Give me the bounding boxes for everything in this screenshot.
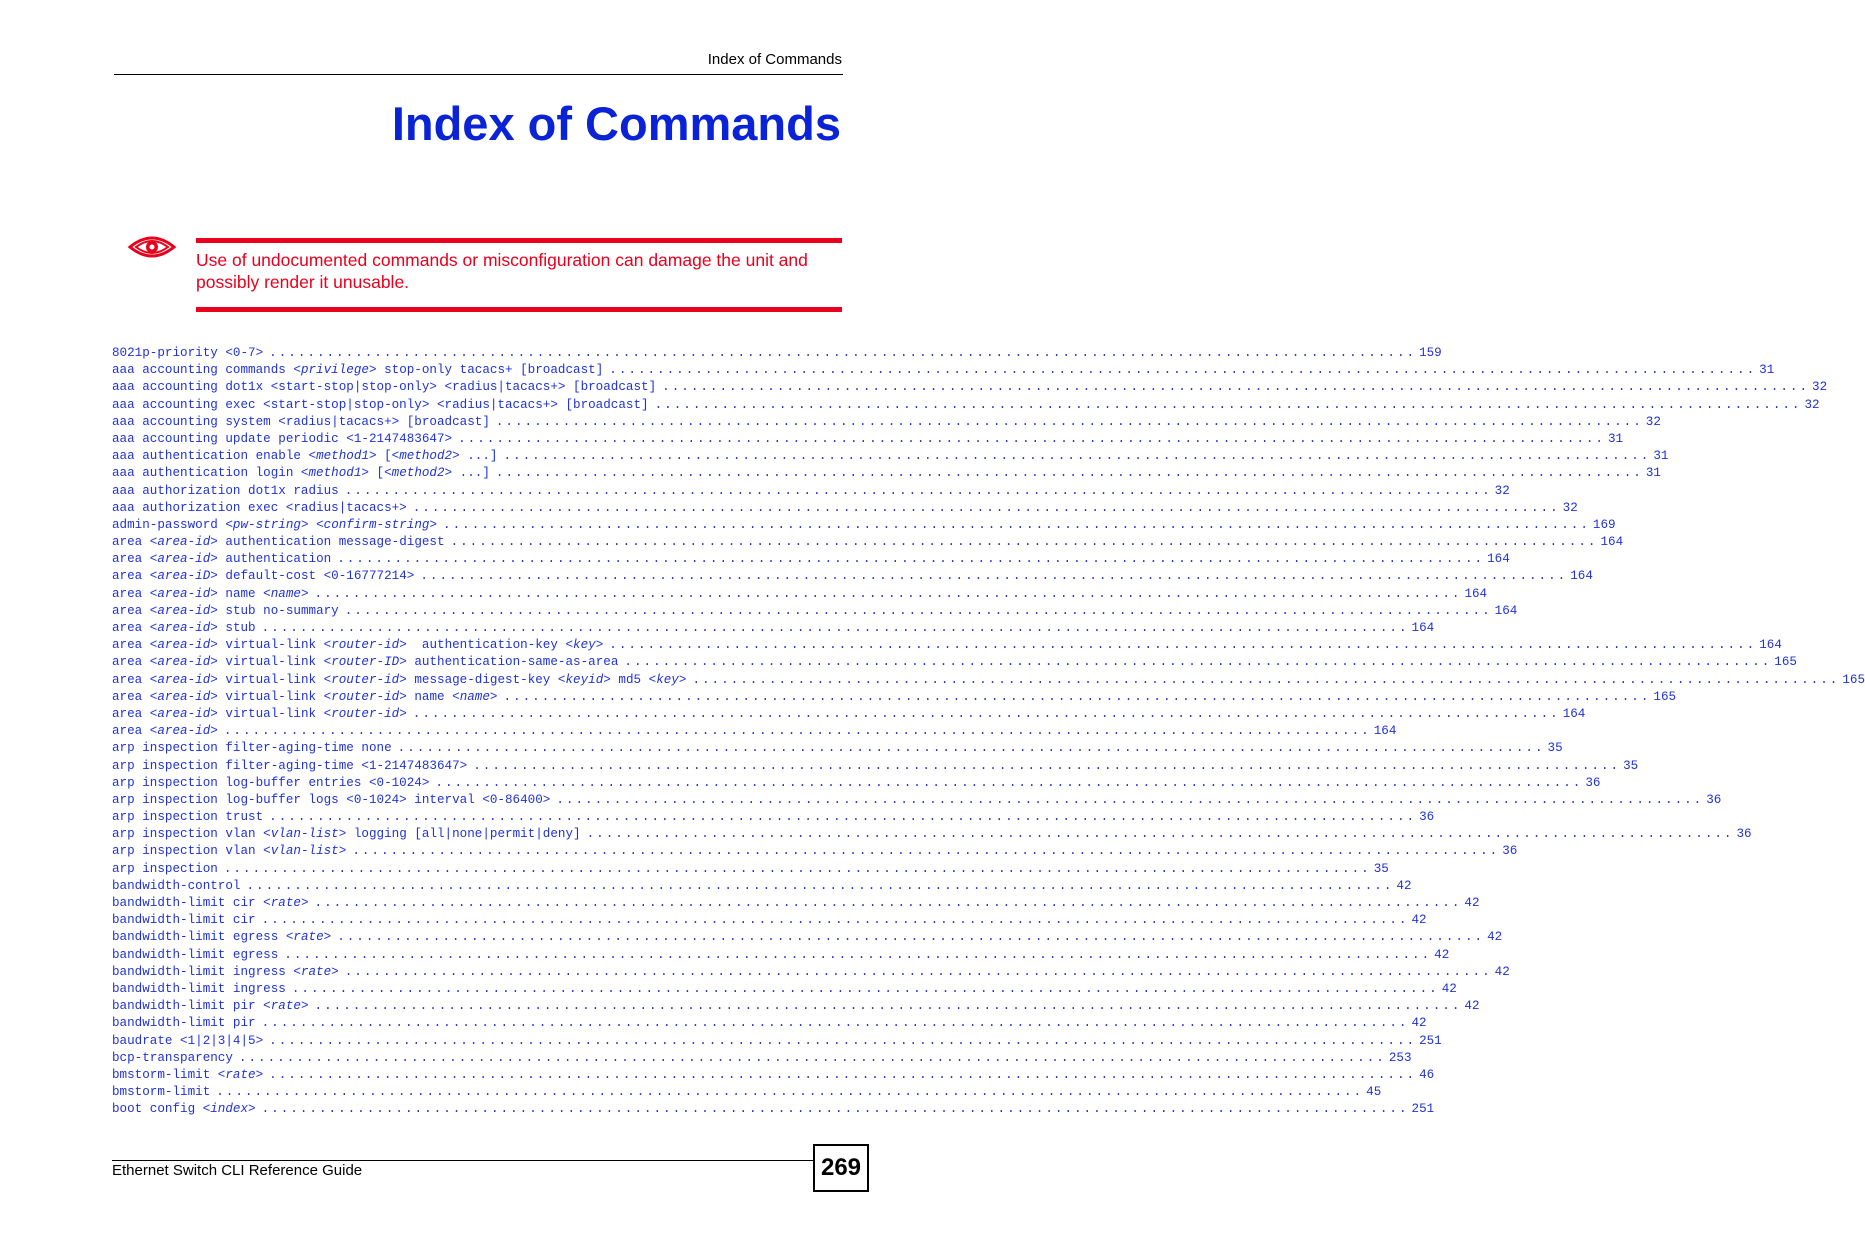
page-reference: 46 [1419, 1067, 1435, 1082]
index-entry [112, 397, 1820, 414]
index-entry [112, 1067, 1435, 1084]
header-rule [114, 74, 843, 75]
dot-leader: ........................................................................................................................ [412, 706, 1560, 721]
page-reference: 31 [1645, 466, 1661, 481]
page-reference: 42 [1396, 878, 1412, 893]
index-entry [112, 706, 1586, 723]
dot-leader: ........................................................................................................................ [420, 569, 1568, 584]
command-text: aaa accounting system <radius|tacacs+> [broadcast] [112, 414, 490, 429]
page-reference: 31 [1608, 431, 1624, 446]
index-entry [112, 775, 1601, 792]
command-text: aaa authorization dot1x radius [112, 483, 339, 498]
dot-leader: ........................................................................................................................ [556, 792, 1704, 807]
command-text: area <area-id> authentication [112, 552, 332, 567]
command-text: arp inspection log-buffer logs <0-1024> interval <0-86400> [112, 792, 551, 807]
dot-leader: ........................................................................................................................ [344, 483, 1492, 498]
index-entry [112, 792, 1722, 809]
command-text: arp inspection [112, 861, 218, 876]
dot-leader: ........................................................................................................................ [261, 913, 1409, 928]
command-text: bcp-transparency [112, 1050, 233, 1065]
command-text: area <area-id> authentication message-digest [112, 535, 445, 550]
command-index-list [112, 345, 1865, 1118]
command-text: area <area-id> stub [112, 621, 256, 635]
warning-text: Use of undocumented commands or misconfiguration can damage the unit and possibly render it unusable. [196, 250, 808, 292]
command-text: bandwidth-limit egress <rate> [112, 930, 332, 945]
page-reference: 164 [1411, 621, 1435, 635]
dot-leader: ........................................................................................................................ [284, 947, 1432, 962]
page-reference: 31 [1653, 449, 1669, 464]
index-entry [112, 947, 1450, 964]
dot-leader: ........................................................................................................................ [344, 964, 1492, 979]
command-text: area <area-id> [112, 724, 218, 739]
page-reference: 32 [1804, 397, 1820, 412]
command-text: bandwidth-limit cir <rate> [112, 896, 309, 910]
dot-leader: ........................................................................................................................ [624, 655, 1772, 670]
index-entry [112, 672, 1865, 689]
index-entry [112, 517, 1616, 534]
page-reference: 42 [1494, 964, 1510, 979]
page-reference: 45 [1366, 1085, 1382, 1100]
page-reference: 36 [1419, 810, 1435, 825]
index-entry [112, 345, 1442, 362]
page-reference: 32 [1494, 483, 1510, 498]
command-text: area <area-id> virtual-link <router-id> [112, 706, 407, 721]
warning-top-rule [196, 238, 842, 243]
page-reference: 251 [1419, 1033, 1442, 1048]
command-text: bandwidth-limit cir [112, 913, 256, 928]
dot-leader: ........................................................................................................................ [246, 878, 1394, 893]
command-text: aaa authentication login <method1> [<method2> ...] [112, 466, 490, 481]
page-reference: 164 [1600, 535, 1624, 550]
index-entry [112, 981, 1457, 998]
index-entry [112, 1101, 1435, 1118]
index-entry [112, 500, 1578, 517]
command-text: arp inspection log-buffer entries <0-1024> [112, 775, 430, 790]
command-text: baudrate <1|2|3|4|5> [112, 1033, 264, 1048]
page-number-box: 269 [813, 1144, 869, 1192]
command-text: arp inspection filter-aging-time <1-2147483647> [112, 758, 468, 773]
dot-leader: ........................................................................................................................ [443, 517, 1590, 532]
dot-leader: ........................................................................................................................ [352, 844, 1500, 859]
command-text: bandwidth-limit egress [112, 947, 279, 962]
command-text: area <area-id> virtual-link <router-id> name <name> [112, 689, 498, 704]
page-reference: 165 [1774, 655, 1797, 670]
index-entry [112, 689, 1677, 706]
index-entry [112, 603, 1518, 620]
dot-leader: ........................................................................................................................ [473, 758, 1621, 773]
page-reference: 35 [1547, 741, 1563, 756]
index-entry [112, 637, 1782, 654]
command-text: area <area-iD> default-cost <0-16777214> [112, 569, 415, 584]
dot-leader: ........................................................................................................................ [344, 603, 1492, 618]
index-entry [112, 534, 1624, 551]
index-entry [112, 551, 1510, 568]
command-text: aaa accounting commands <privilege> stop-only tacacs+ [broadcast] [112, 363, 604, 378]
page-reference: 32 [1645, 414, 1661, 429]
command-text: bmstorm-limit [112, 1085, 211, 1100]
page-reference: 159 [1419, 346, 1442, 360]
page-reference: 164 [1570, 569, 1593, 584]
index-entry [112, 843, 1518, 860]
index-entry [112, 826, 1752, 843]
command-text: area <area-id> stub no-summary [112, 603, 339, 618]
command-text: area <area-id> name <name> [112, 586, 309, 601]
command-text: area <area-id> virtual-link <router-id> message-digest-key <keyid> md5 <key> [112, 672, 687, 687]
page-reference: 36 [1736, 827, 1752, 842]
page-reference: 42 [1464, 999, 1480, 1014]
page-reference: 164 [1373, 724, 1397, 739]
command-text: arp inspection vlan <vlan-list> [112, 844, 347, 859]
index-entry [112, 414, 1661, 431]
dot-leader: ........................................................................................................................ [458, 431, 1605, 446]
page-reference: 32 [1562, 500, 1578, 515]
page-reference: 164 [1562, 706, 1586, 721]
dot-leader: ........................................................................................................................ [435, 775, 1583, 790]
index-entry [112, 809, 1435, 826]
index-entry [112, 379, 1828, 396]
page-reference: 42 [1487, 930, 1503, 945]
index-entry [112, 758, 1639, 775]
index-entry [112, 654, 1797, 671]
index-entry [112, 740, 1563, 757]
dot-leader: ........................................................................................................................ [609, 363, 1757, 378]
index-entry [112, 878, 1412, 895]
index-entry [112, 1033, 1442, 1050]
dot-leader: ........................................................................................................................ [314, 999, 1462, 1014]
warning-icon [128, 233, 176, 263]
command-text: aaa accounting exec <start-stop|stop-only> <radius|tacacs+> [broadcast] [112, 397, 649, 412]
dot-leader: ........................................................................................................................ [314, 896, 1462, 910]
dot-leader: ........................................................................................................................ [495, 414, 1643, 429]
command-text: area <area-id> virtual-link <router-id> authentication-key <key> [112, 638, 604, 653]
command-text: aaa accounting update periodic <1-2147483647> [112, 431, 453, 446]
dot-leader: ........................................................................................................................ [495, 466, 1643, 481]
page-reference: 164 [1464, 586, 1488, 601]
index-entry [112, 483, 1510, 500]
dot-leader: ........................................................................................................................ [314, 586, 1462, 601]
command-text: bandwidth-limit ingress [112, 981, 286, 996]
dot-leader: ........................................................................................................................ [397, 741, 1545, 756]
command-text: arp inspection vlan <vlan-list> logging [all|none|permit|deny] [112, 827, 581, 842]
page-reference: 32 [1812, 380, 1828, 395]
page-reference: 42 [1441, 981, 1457, 996]
command-text: aaa authorization exec <radius|tacacs+> [112, 500, 407, 515]
dot-leader: ........................................................................................................................ [503, 449, 1651, 464]
eye-warning-icon [128, 233, 176, 263]
dot-leader: ........................................................................................................................ [662, 380, 1810, 395]
dot-leader: ........................................................................................................................ [216, 1085, 1364, 1100]
index-entry [112, 1050, 1412, 1067]
index-entry [112, 861, 1389, 878]
command-text: aaa authentication enable <method1> [<method2> ...] [112, 449, 498, 464]
page-reference: 35 [1373, 861, 1389, 876]
page-reference: 165 [1653, 689, 1677, 704]
dot-leader: ........................................................................................................................ [269, 346, 1417, 360]
page-reference: 169 [1592, 517, 1616, 532]
page-reference: 253 [1388, 1050, 1412, 1065]
page-reference: 36 [1706, 792, 1722, 807]
page-reference: 251 [1411, 1102, 1435, 1117]
command-text: admin-password <pw-string> <confirm-string> [112, 517, 438, 532]
page-reference: 164 [1494, 603, 1518, 618]
warning-bottom-rule [196, 307, 842, 312]
index-entry [112, 1084, 1382, 1101]
command-text: bandwidth-limit ingress <rate> [112, 964, 339, 979]
index-entry [112, 895, 1480, 912]
dot-leader: ........................................................................................................................ [586, 827, 1734, 842]
dot-leader: ........................................................................................................................ [269, 1067, 1417, 1082]
page-reference: 42 [1464, 896, 1480, 910]
dot-leader: ........................................................................................................................ [269, 1033, 1417, 1048]
index-entry [112, 964, 1510, 981]
dot-leader: ........................................................................................................................ [609, 638, 1757, 653]
dot-leader: ........................................................................................................................ [654, 397, 1802, 412]
command-text: bandwidth-control [112, 878, 241, 893]
header-running-title: Index of Commands [707, 51, 842, 68]
index-entry [112, 465, 1661, 482]
command-text: 8021p-priority <0-7> [112, 346, 264, 360]
command-text: boot config <index> [112, 1102, 256, 1117]
page-reference: 31 [1759, 363, 1775, 378]
index-entry [112, 362, 1775, 379]
dot-leader: ........................................................................................................................ [261, 1016, 1409, 1031]
dot-leader: ........................................................................................................................ [223, 724, 1371, 739]
command-text: bandwidth-limit pir <rate> [112, 999, 309, 1014]
page-reference: 42 [1434, 947, 1450, 962]
footer-rule [112, 1160, 815, 1161]
page-reference: 164 [1759, 638, 1782, 653]
index-entry [112, 586, 1488, 603]
page-reference: 35 [1623, 758, 1639, 773]
command-text: bandwidth-limit pir [112, 1016, 256, 1031]
index-entry [112, 568, 1593, 585]
index-entry [112, 998, 1480, 1015]
dot-leader: ........................................................................................................................ [412, 500, 1560, 515]
page-reference: 42 [1411, 1016, 1427, 1031]
index-entry [112, 1015, 1427, 1032]
index-entry [112, 929, 1503, 946]
page-title: Index of Commands [391, 97, 841, 150]
dot-leader: ........................................................................................................................ [503, 689, 1651, 704]
page-reference: 42 [1411, 913, 1427, 928]
command-text: arp inspection trust [112, 810, 264, 825]
index-entry [112, 620, 1435, 637]
dot-leader: ........................................................................................................................ [223, 861, 1371, 876]
dot-leader: ........................................................................................................................ [269, 810, 1417, 825]
command-text: bmstorm-limit <rate> [112, 1067, 264, 1082]
dot-leader: ........................................................................................................................ [337, 552, 1485, 567]
dot-leader: ........................................................................................................................ [261, 621, 1409, 635]
dot-leader: ........................................................................................................................ [261, 1102, 1409, 1117]
page-reference: 164 [1487, 552, 1510, 567]
dot-leader: ........................................................................................................................ [450, 535, 1598, 550]
page-reference: 36 [1585, 775, 1601, 790]
index-entry [112, 723, 1397, 740]
index-entry [112, 448, 1669, 465]
index-entry [112, 431, 1624, 448]
dot-leader: ........................................................................................................................ [692, 672, 1840, 687]
footer-guide-title: Ethernet Switch CLI Reference Guide [112, 1162, 363, 1179]
dot-leader: ........................................................................................................................ [238, 1050, 1386, 1065]
page-reference: 165 [1842, 672, 1865, 687]
dot-leader: ........................................................................................................................ [337, 930, 1485, 945]
command-text: area <area-id> virtual-link <router-ID> authentication-same-as-area [112, 655, 619, 670]
page-reference: 36 [1502, 844, 1518, 859]
command-text: aaa accounting dot1x <start-stop|stop-only> <radius|tacacs+> [broadcast] [112, 380, 657, 395]
command-text: arp inspection filter-aging-time none [112, 741, 392, 756]
dot-leader: ........................................................................................................................ [291, 981, 1439, 996]
index-entry [112, 912, 1427, 929]
